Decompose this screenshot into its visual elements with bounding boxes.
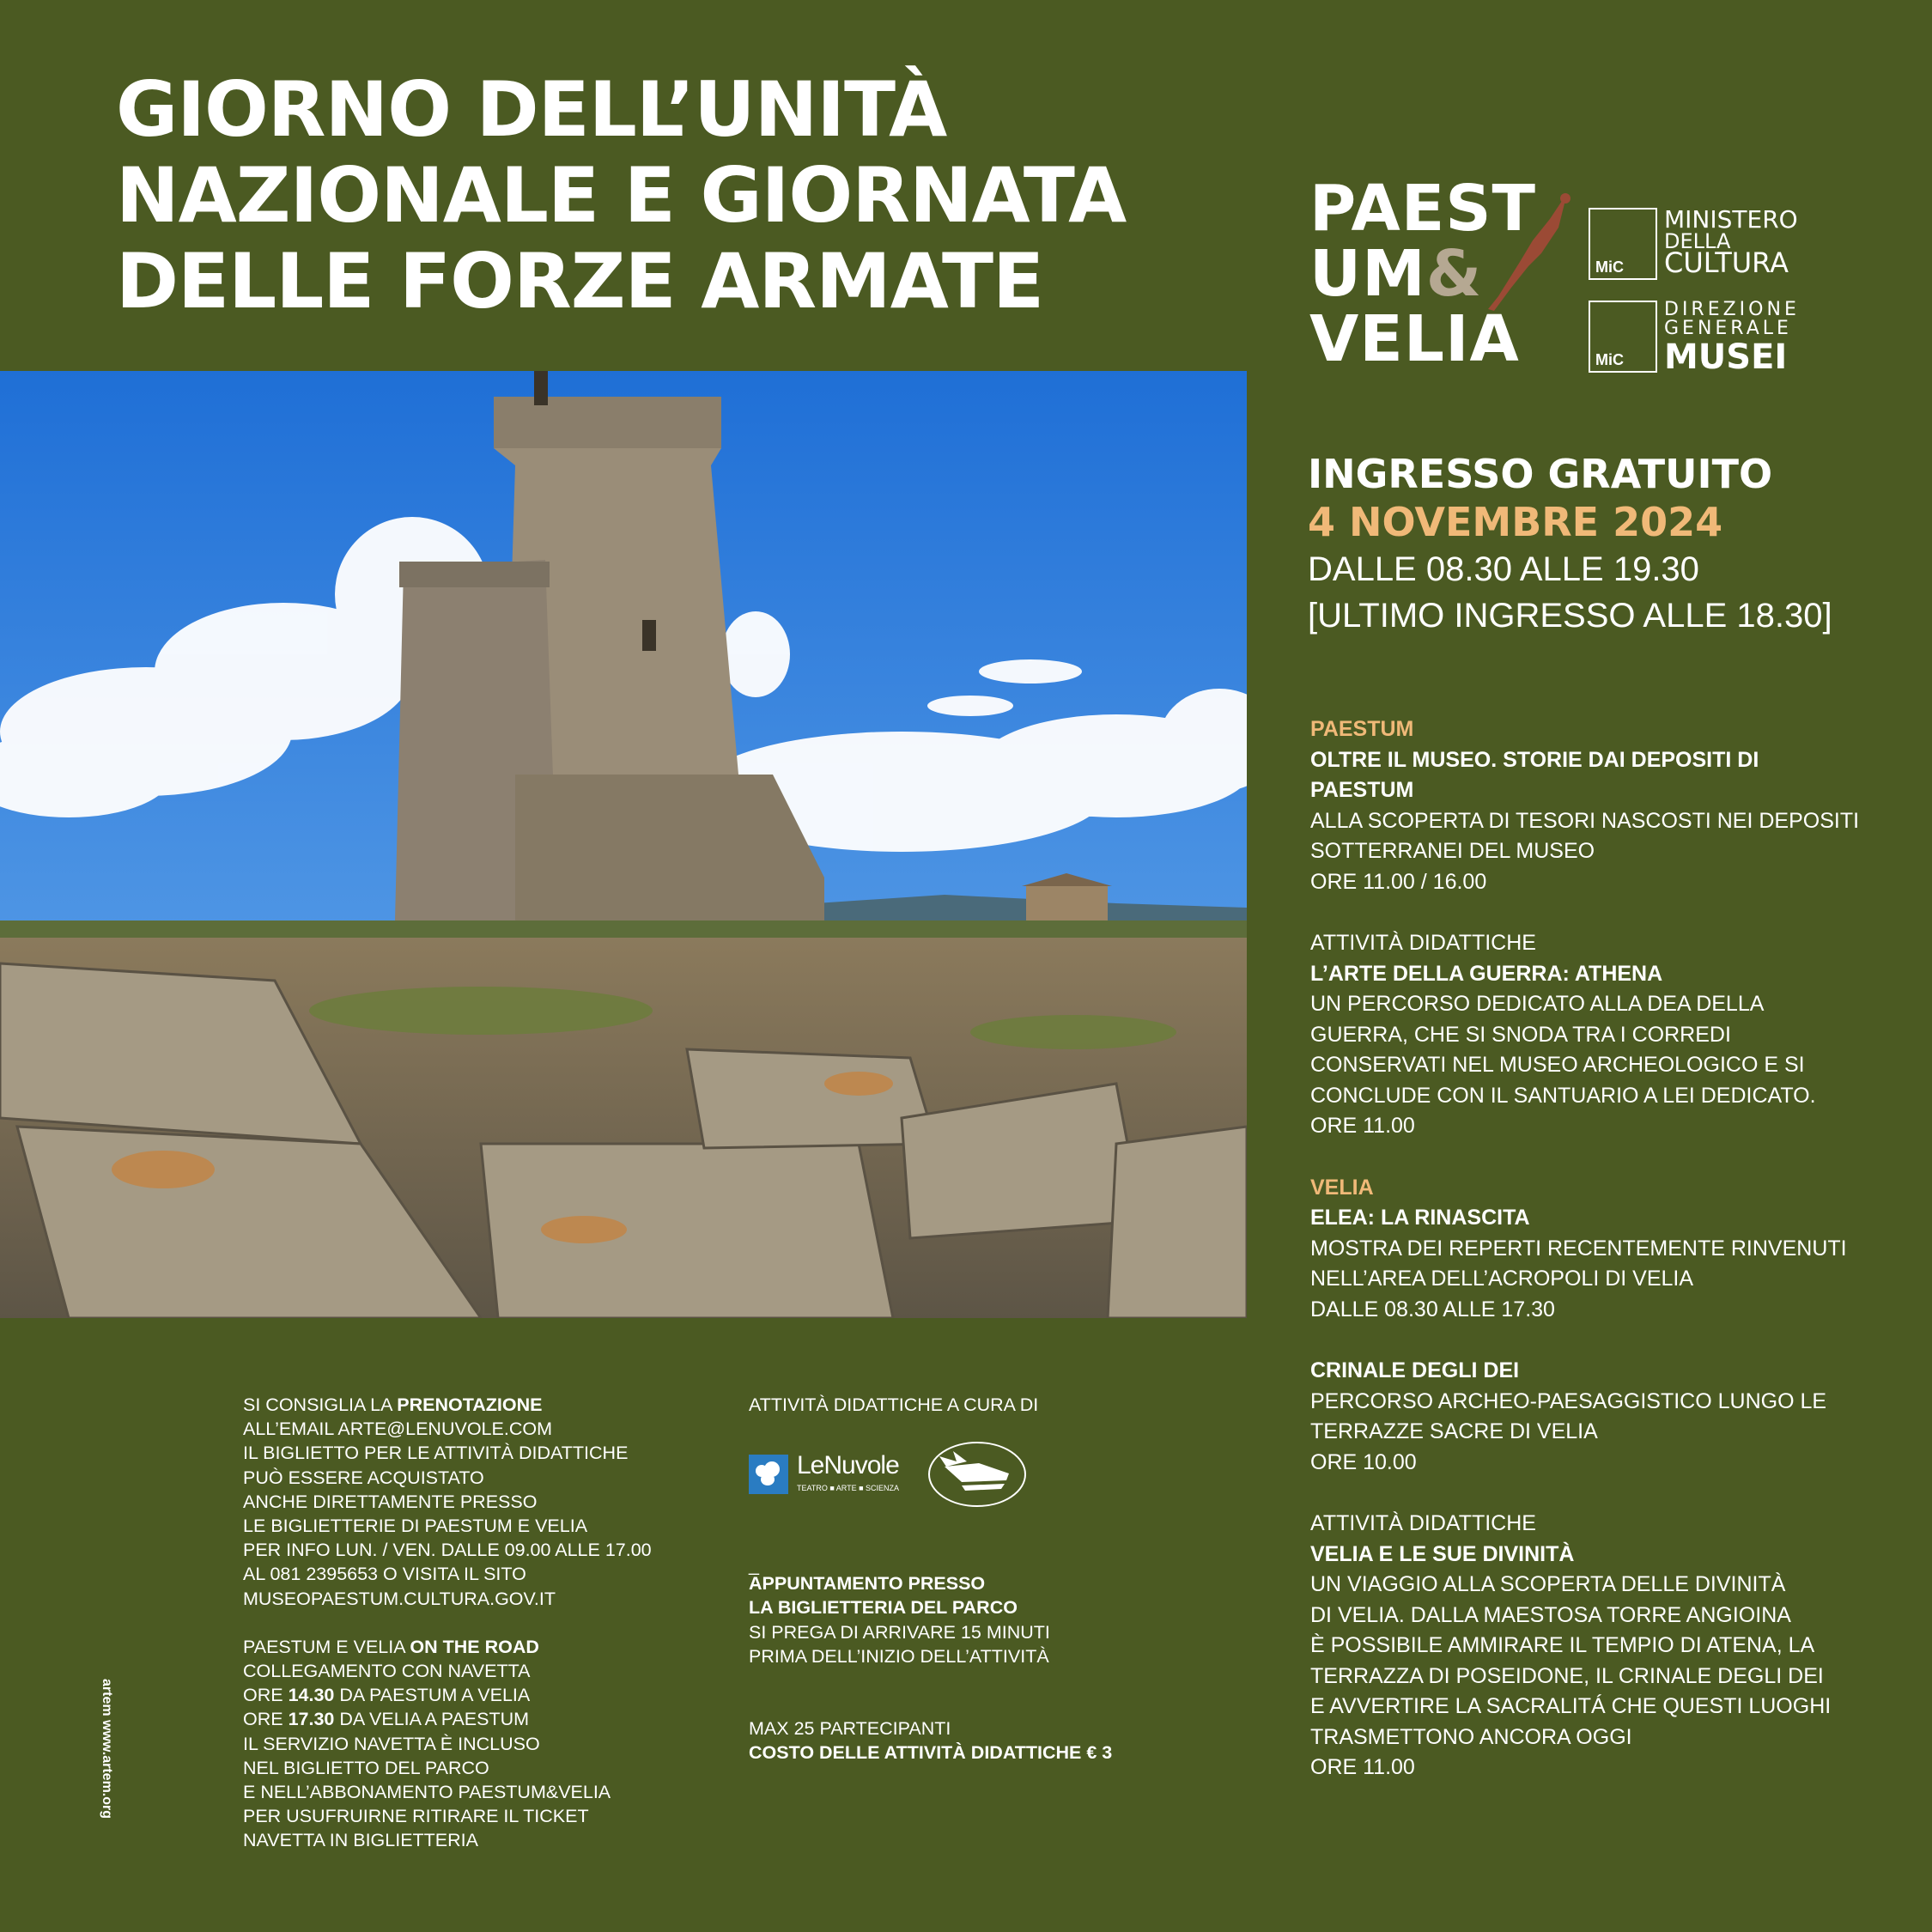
logo-um: UM [1309,237,1426,311]
event-desc: CONCLUDE CON IL SANTUARIO A LEI DEDICATO. [1310,1083,1816,1108]
event-desc: E AVVERTIRE LA SACRALITÁ CHE QUESTI LUOGHI [1310,1694,1832,1718]
event-time: ORE 11.00 [1310,1755,1415,1779]
info-line: MUSEOPAESTUM.CULTURA.GOV.IT [243,1588,556,1609]
event-desc: UN VIAGGIO ALLA SCOPERTA DELLE DIVINITÀ [1310,1572,1786,1596]
separator-dash: _ [749,1555,759,1577]
title-line-3: DELLE FORZE ARMATE [116,237,1044,325]
cura-label: ATTIVITÀ DIDATTICHE A CURA DI [749,1394,1039,1415]
info-line: AL 081 2395653 O VISITA IL SITO [243,1564,526,1585]
velia-tower-photo [0,371,1247,1318]
info-line: NAVETTA IN BIGLIETTERIA [243,1830,478,1851]
ingresso-last-entry: [ULTIMO INGRESSO ALLE 18.30] [1308,597,1832,635]
info-line: NEL BIGLIETTO DEL PARCO [243,1757,489,1778]
info-line: IL SERVIZIO NAVETTA È INCLUSO [243,1733,540,1754]
event-desc: È POSSIBILE AMMIRARE IL TEMPIO DI ATENA, LA [1310,1633,1815,1657]
cloud-icon [749,1455,788,1494]
mic-label: MiC [1595,351,1624,368]
info-line: PER INFO LUN. / VEN. DALLE 09.00 ALLE 17.00 [243,1540,652,1561]
event-desc: TRASMETTONO ANCORA OGGI [1310,1724,1632,1749]
info-line [243,1707,690,1731]
event-title: PAESTUM [1310,778,1414,802]
event-kicker: ATTIVITÀ DIDATTICHE [1310,931,1536,955]
info-line: COLLEGAMENTO CON NAVETTA [243,1661,531,1682]
lenuvole-subtitle: TEATRO ■ ARTE ■ SCIENZA [797,1484,900,1492]
mic-emblem-icon [1589,301,1657,373]
mic-emblem-icon [1589,208,1657,280]
ingresso-title: INGRESSO GRATUITO [1308,451,1773,497]
event-title: ELEA: LA RINASCITA [1310,1206,1530,1230]
info-bold: 17.30 [288,1709,335,1730]
appointment-line: LA BIGLIETTERIA DEL PARCO [749,1597,1018,1619]
direzione-line-2: GENERALE [1664,318,1792,339]
info-line [243,1635,690,1659]
ingresso-date: 4 NOVEMBRE 2024 [1308,499,1723,545]
info-bold: 14.30 [288,1685,335,1706]
ingresso-hours: DALLE 08.30 ALLE 19.30 [1308,550,1699,588]
event-title: OLTRE IL MUSEO. STORIE DAI DEPOSITI DI [1310,747,1759,772]
max-participants: MAX 25 PARTECIPANTI [749,1718,951,1740]
event-desc: SOTTERRANEI DEL MUSEO [1310,839,1595,863]
info-line: LE BIGLIETTERIE DI PAESTUM E VELIA [243,1516,588,1537]
info-line [243,1683,690,1707]
appointment-line: PRIMA DELL’INIZIO DELL’ATTIVITÀ [749,1645,1049,1667]
event-title: VELIA E LE SUE DIVINITÀ [1310,1541,1575,1566]
direzione-musei-logo [1589,301,1807,376]
info-text: SI CONSIGLIA LA [243,1394,398,1415]
ingresso-block [1308,450,1909,639]
event-time: ORE 10.00 [1310,1449,1417,1474]
logo-line-3: VELIA [1309,302,1520,376]
ministero-line-2: DELLA [1664,229,1731,253]
paestum-velia-logo [1309,172,1567,382]
direzione-line-1: DIREZIONE [1664,299,1800,320]
info-line: PER USUFRUIRNE RITIRARE IL TICKET [243,1806,589,1827]
event-desc: DI VELIA. DALLA MAESTOSA TORRE ANGIOINA [1310,1602,1791,1627]
info-bold: PRENOTAZIONE [397,1394,543,1415]
section-heading-paestum: PAESTUM [1310,717,1414,741]
event-time: DALLE 08.30 ALLE 17.30 [1310,1297,1555,1321]
info-line: ALL’EMAIL ARTE@LENUVOLE.COM [243,1419,552,1440]
page-title [116,67,1146,325]
activity-cost: COSTO DELLE ATTIVITÀ DIDATTICHE € 3 [749,1742,1113,1764]
info-text: DA PAESTUM A VELIA [334,1685,531,1706]
diver-figure-icon [1481,193,1571,313]
info-bold: ON THE ROAD [410,1636,539,1657]
title-line-1: GIORNO DELL’UNITÀ [116,65,947,154]
info-line: E NELL’ABBONAMENTO PAESTUM&VELIA [243,1782,611,1803]
logo-line-1: PAEST [1309,172,1537,246]
info-text: ORE [243,1685,289,1706]
ministero-text [1664,205,1810,279]
mic-label: MiC [1595,258,1624,276]
ministero-cultura-logo [1589,205,1807,283]
event-desc: MOSTRA DEI REPERTI RECENTEMENTE RINVENUTI [1310,1236,1847,1261]
appointment-line: APPUNTAMENTO PRESSO [749,1573,986,1595]
info-line [243,1393,690,1417]
artem-credit: artem www.artem.org [100,1679,114,1820]
ministero-line-3: CULTURA [1664,246,1789,279]
event-desc: TERRAZZA DI POSEIDONE, IL CRINALE DEGLI DEI [1310,1663,1824,1688]
info-text: ORE [243,1709,289,1730]
title-line-2: NAZIONALE E GIORNATA [116,151,1127,240]
lenuvole-logo [749,1448,912,1499]
winged-sandal-logo [927,1441,1027,1508]
direzione-text [1664,301,1810,376]
event-desc: UN PERCORSO DEDICATO ALLA DEA DELLA [1310,992,1765,1016]
booking-info [243,1393,690,1853]
info-text: DA VELIA A PAESTUM [334,1709,530,1730]
event-time: ORE 11.00 / 16.00 [1310,869,1487,894]
direzione-line-3: MUSEI [1664,337,1788,377]
event-desc: ALLA SCOPERTA DI TESORI NASCOSTI NEI DEPOSITI [1310,808,1860,833]
event-time: ORE 11.00 [1310,1114,1415,1138]
event-desc: TERRAZZE SACRE DI VELIA [1310,1419,1598,1443]
event-desc: GUERRA, CHE SI SNODA TRA I CORREDI [1310,1022,1731,1047]
event-desc: PERCORSO ARCHEO-PAESAGGISTICO LUNGO LE [1310,1388,1827,1413]
event-title: CRINALE DEGLI DEI [1310,1358,1520,1382]
lenuvole-name: LeNuvole [797,1451,899,1479]
event-desc: CONSERVATI NEL MUSEO ARCHEOLOGICO E SI [1310,1053,1805,1077]
info-line: IL BIGLIETTO PER LE ATTIVITÀ DIDATTICHE [243,1443,629,1464]
appointment-line: SI PREGA DI ARRIVARE 15 MINUTI [749,1621,1050,1643]
event-desc: NELL’AREA DELL’ACROPOLI DI VELIA [1310,1267,1694,1291]
logo-ampersand: & [1425,237,1483,311]
event-title: L’ARTE DELLA GUERRA: ATHENA [1310,961,1663,986]
events-list [1310,714,1860,1783]
section-heading-velia: VELIA [1310,1175,1374,1200]
info-line: PUÒ ESSERE ACQUISTATO [243,1467,484,1488]
ministero-line-1: MINISTERO [1664,205,1798,234]
event-kicker: ATTIVITÀ DIDATTICHE [1310,1511,1536,1535]
info-line: ANCHE DIRETTAMENTE PRESSO [243,1491,538,1512]
info-text: PAESTUM E VELIA [243,1636,410,1657]
